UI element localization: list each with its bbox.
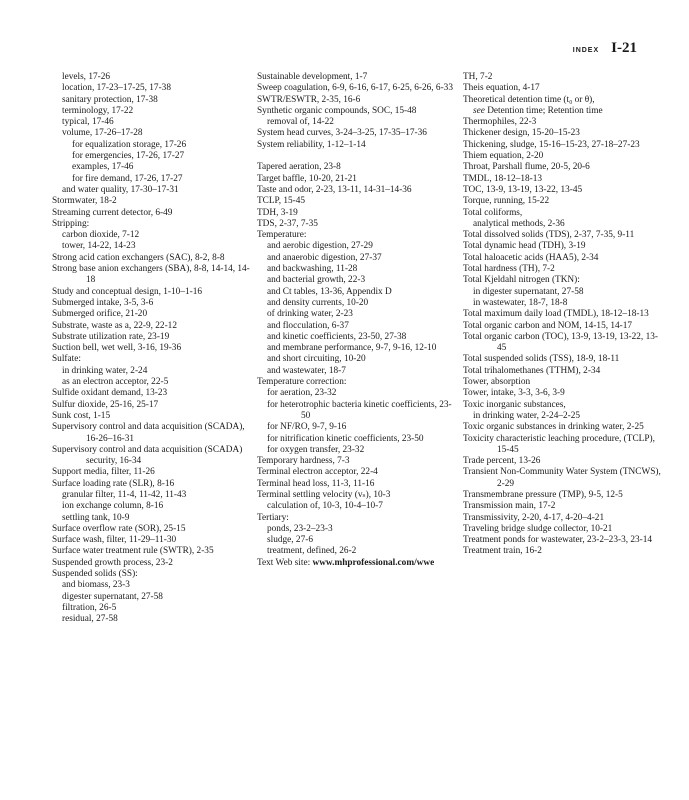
index-subentry: and short circuiting, 10-20 xyxy=(267,354,366,365)
index-entry: Study and conceptual design, 1-10–1-16 xyxy=(52,286,203,297)
index-subentry: ponds, 23-2–23-3 xyxy=(267,523,333,534)
index-entry: Surface wash, filter, 11-29–11-30 xyxy=(52,535,177,546)
index-subentry: and membrane performance, 9-7, 9-16, 12-10 xyxy=(267,343,437,354)
index-entry: Traveling bridge sludge collector, 10-21 xyxy=(463,523,613,534)
index-entry: Text Web site: www.mhprofessional.com/wwe xyxy=(257,557,435,568)
index-entry: Treatment train, 16-2 xyxy=(463,546,542,557)
index-subentry: examples, 17-46 xyxy=(72,162,134,173)
index-subentry: and Ct tables, 13-36, Appendix D xyxy=(267,286,392,297)
index-subentry: for aeration, 23-32 xyxy=(267,388,337,399)
index-entry: Transmission main, 17-2 xyxy=(463,501,556,512)
index-entry: Supervisory control and data acquisition (SCADA), 16-26–16-31 xyxy=(52,422,245,444)
page-number: I-21 xyxy=(611,40,637,56)
index-subentry: for oxygen transfer, 23-32 xyxy=(267,444,365,455)
index-subentry: sludge, 27-6 xyxy=(267,535,313,546)
index-entry: Sunk cost, 1-15 xyxy=(52,410,111,421)
index-entry: Thickener design, 15-20–15-23 xyxy=(463,128,580,139)
index-entry: Terminal electron acceptor, 22-4 xyxy=(257,467,378,478)
index-subentry: analytical methods, 2-36 xyxy=(473,218,565,229)
index-entry: Submerged orifice, 21-20 xyxy=(52,309,148,320)
index-entry: Torque, running, 15-22 xyxy=(463,196,550,207)
index-entry: Transmissivity, 2-20, 4-17, 4-20–4-21 xyxy=(463,512,605,523)
index-entry: Sulfur dioxide, 25-16, 25-17 xyxy=(52,399,159,410)
index-subentry: granular filter, 11-4, 11-42, 11-43 xyxy=(62,489,187,500)
index-entry: Stripping: xyxy=(52,218,90,229)
index-subentry: digester supernatant, 27-58 xyxy=(62,591,163,602)
index-entry: TDH, 3-19 xyxy=(257,207,298,218)
index-subentry: for NF/RO, 9-7, 9-16 xyxy=(267,422,347,433)
index-entry: Toxicity characteristic leaching procedure, (TCLP), 15-45 xyxy=(463,433,655,455)
index-subentry: and flocculation, 6-37 xyxy=(267,320,349,331)
index-entry: Toxic inorganic substances, xyxy=(463,399,566,410)
index-entry: Sulfate: xyxy=(52,354,81,365)
index-subentry: calculation of, 10-3, 10-4–10-7 xyxy=(267,501,383,512)
index-subentry: as an electron acceptor, 22-5 xyxy=(62,377,169,388)
index-entry: Tapered aeration, 23-8 xyxy=(257,162,341,173)
index-entry: Treatment ponds for wastewater, 23-2–23-3, 23-14 xyxy=(463,535,653,546)
index-entry: Total trihalomethanes (TTHM), 2-34 xyxy=(463,365,601,376)
index-entry: Total dissolved solids (TDS), 2-37, 7-35, 9-11 xyxy=(463,230,635,241)
index-entry: Temperature: xyxy=(257,230,307,241)
index-entry: Target baffle, 10-20, 21-21 xyxy=(257,173,357,184)
index-subentry: of drinking water, 2-23 xyxy=(267,309,353,320)
index-entry: System reliability, 1-12–1-14 xyxy=(257,139,366,150)
index-subentry: for equalization storage, 17-26 xyxy=(72,139,187,150)
index-subentry: and aerobic digestion, 27-29 xyxy=(267,241,373,252)
index-subentry: and density currents, 10-20 xyxy=(267,297,369,308)
index-subentry: in wastewater, 18-7, 18-8 xyxy=(473,297,568,308)
index-entry: Tower, intake, 3-3, 3-6, 3-9 xyxy=(463,388,565,399)
index-entry: Theis equation, 4-17 xyxy=(463,83,540,94)
index-column-2 xyxy=(257,72,458,626)
running-header-label: INDEX xyxy=(572,47,600,54)
index-entry: Surface overflow rate (SOR), 25-15 xyxy=(52,523,186,534)
index-entry: Surface loading rate (SLR), 8-16 xyxy=(52,478,175,489)
index-entry: Strong base anion exchangers (SBA), 8-8, 14-14, 14-18 xyxy=(52,264,250,286)
index-entry: Throat, Parshall flume, 20-5, 20-6 xyxy=(463,162,590,173)
index-subentry: treatment, defined, 26-2 xyxy=(267,546,357,557)
running-header xyxy=(573,40,637,57)
index-subentry: and backwashing, 11-28 xyxy=(267,264,358,275)
index-subentry: and biomass, 23-3 xyxy=(62,580,130,591)
index-subentry: in drinking water, 2-24–2-25 xyxy=(473,410,581,421)
index-subentry: for emergencies, 17-26, 17-27 xyxy=(72,151,185,162)
index-subentry: typical, 17-46 xyxy=(62,117,114,128)
index-entry: Total haloacetic acids (HAA5), 2-34 xyxy=(463,252,599,263)
index-entry: Thickening, sludge, 15-16–15-23, 27-18–27-23 xyxy=(463,139,640,150)
index-entry: Suspended solids (SS): xyxy=(52,569,138,580)
index-entry: Supervisory control and data acquisition (SCADA) security, 16-34 xyxy=(52,444,243,467)
index-subentry: and water quality, 17-30–17-31 xyxy=(62,184,179,195)
index-entry: Synthetic organic compounds, SOC, 15-48 xyxy=(257,105,417,116)
index-subentry: and kinetic coefficients, 23-50, 27-38 xyxy=(267,331,407,342)
index-entry: Total organic carbon (TOC), 13-9, 13-19, 13-22, 13-45 xyxy=(463,331,658,354)
index-entry: Total dynamic head (TDH), 3-19 xyxy=(463,241,586,252)
index-entry: Total Kjeldahl nitrogen (TKN): xyxy=(463,275,580,286)
index-entry: Tower, absorption xyxy=(463,377,531,388)
index-entry: Temperature correction: xyxy=(257,377,347,388)
index-subentry: in digester supernatant, 27-58 xyxy=(473,286,584,297)
index-entry: Theoretical detention time (t₀ or θ), xyxy=(463,94,595,105)
index-entry: System head curves, 3-24–3-25, 17-35–17-36 xyxy=(257,128,427,139)
index-subentry: in drinking water, 2-24 xyxy=(62,365,148,376)
index-entry: Transient Non-Community Water System (TNCWS), 2-29 xyxy=(463,467,661,489)
index-subentry: residual, 27-58 xyxy=(62,614,118,625)
index-subentry: sanitary protection, 17-38 xyxy=(62,94,158,105)
index-subentry: carbon dioxide, 7-12 xyxy=(62,230,140,241)
index-entry: Submerged intake, 3-5, 3-6 xyxy=(52,297,154,308)
index-entry: Surface water treatment rule (SWTR), 2-35 xyxy=(52,546,214,557)
index-subentry: ion exchange column, 8-16 xyxy=(62,501,164,512)
index-subentry: for fire demand, 17-26, 17-27 xyxy=(72,173,183,184)
index-entry: Sustainable development, 1-7 xyxy=(257,72,368,82)
index-entry: Total maximum daily load (TMDL), 18-12–18-13 xyxy=(463,309,649,320)
index-entry: Thermophiles, 22-3 xyxy=(463,117,537,128)
index-entry: Total hardness (TH), 7-2 xyxy=(463,264,555,275)
index-subentry: and wastewater, 18-7 xyxy=(267,365,346,376)
index-entry: SWTR/ESWTR, 2-35, 16-6 xyxy=(257,94,361,105)
index-entry: Stormwater, 18-2 xyxy=(52,196,117,207)
index-entry: Support media, filter, 11-26 xyxy=(52,467,155,478)
index-entry: Temporary hardness, 7-3 xyxy=(257,456,350,467)
index-entry: Strong acid cation exchangers (SAC), 8-2, 8-8 xyxy=(52,252,225,263)
index-subentry: levels, 17-26 xyxy=(62,72,111,82)
index-subentry: volume, 17-26–17-28 xyxy=(62,128,143,139)
index-column-1 xyxy=(52,72,252,626)
index-entry: Total organic carbon and NOM, 14-15, 14-17 xyxy=(463,320,633,331)
index-subentry: tower, 14-22, 14-23 xyxy=(62,241,136,252)
index-entry: Substrate utilization rate, 23-19 xyxy=(52,331,170,342)
web-link: www.mhprofessional.com/wwe xyxy=(312,557,435,568)
index-entry: Taste and odor, 2-23, 13-11, 14-31–14-36 xyxy=(257,184,412,195)
index-subentry: location, 17-23–17-25, 17-38 xyxy=(62,83,171,94)
index-entry: Terminal head loss, 11-3, 11-16 xyxy=(257,478,375,489)
index-entry: Suspended growth process, 23-2 xyxy=(52,557,173,568)
index-entry: Substrate, waste as a, 22-9, 22-12 xyxy=(52,320,177,331)
index-entry: Terminal settling velocity (vₛ), 10-3 xyxy=(257,489,391,500)
letter-group-gap xyxy=(257,151,458,162)
index-entry: TDS, 2-37, 7-35 xyxy=(257,218,318,229)
index-entry: TH, 7-2 xyxy=(463,72,493,82)
index-subentry: for nitrification kinetic coefficients, 23-50 xyxy=(267,433,424,444)
index-columns xyxy=(52,72,671,626)
index-entry: TCLP, 15-45 xyxy=(257,196,306,207)
index-entry: Total suspended solids (TSS), 18-9, 18-11 xyxy=(463,354,620,365)
index-entry: Total coliforms, xyxy=(463,207,523,218)
index-subentry: see Detention time; Retention time xyxy=(473,105,603,116)
index-entry: Trade percent, 13-26 xyxy=(463,456,541,467)
index-subentry: settling tank, 10-9 xyxy=(62,512,130,523)
index-entry: Suction bell, wet well, 3-16, 19-36 xyxy=(52,343,182,354)
see-reference: see xyxy=(473,105,485,116)
index-entry: Sulfide oxidant demand, 13-23 xyxy=(52,388,168,399)
index-subentry: and anaerobic digestion, 27-37 xyxy=(267,252,382,263)
index-entry: Toxic organic substances in drinking water, 2-25 xyxy=(463,422,644,433)
index-entry: Thiem equation, 2-20 xyxy=(463,151,544,162)
index-column-3 xyxy=(463,72,663,626)
index-entry: Streaming current detector, 6-49 xyxy=(52,207,173,218)
index-entry: TOC, 13-9, 13-19, 13-22, 13-45 xyxy=(463,184,583,195)
index-subentry: for heterotrophic bacteria kinetic coefficients, 23-50 xyxy=(267,399,452,421)
index-entry: Sweep coagulation, 6-9, 6-16, 6-17, 6-25, 6-26, 6-33 xyxy=(257,83,453,94)
index-subentry: terminology, 17-22 xyxy=(62,105,134,116)
index-subentry: removal of, 14-22 xyxy=(267,117,334,128)
index-entry: Tertiary: xyxy=(257,512,289,523)
index-subentry: filtration, 26-5 xyxy=(62,602,117,613)
index-entry: Transmembrane pressure (TMP), 9-5, 12-5 xyxy=(463,489,623,500)
index-subentry: and bacterial growth, 22-3 xyxy=(267,275,366,286)
index-entry: TMDL, 18-12–18-13 xyxy=(463,173,543,184)
